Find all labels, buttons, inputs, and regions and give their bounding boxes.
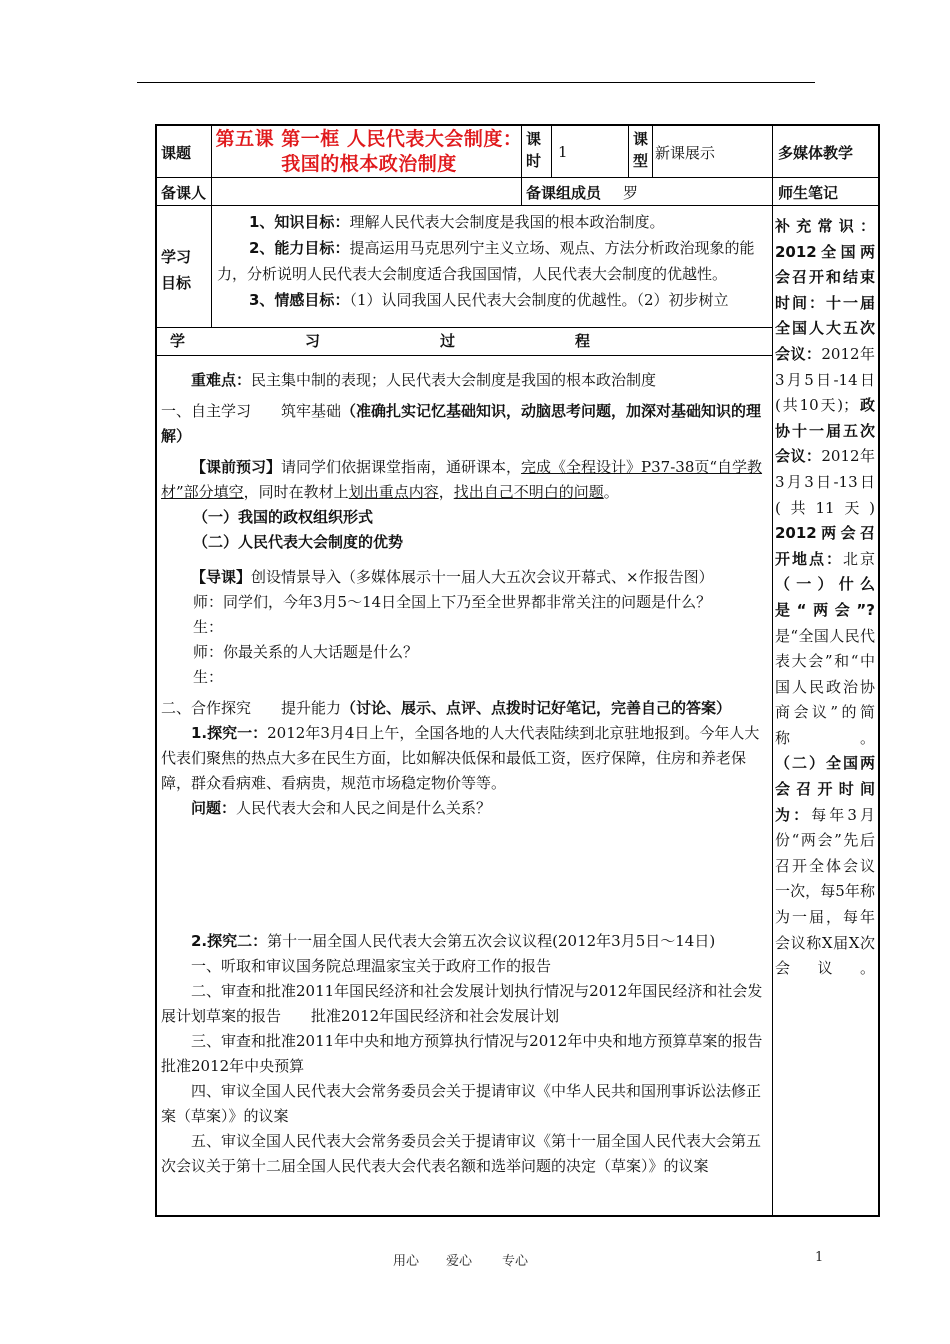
- col-divider: [772, 124, 773, 1217]
- lesson-body: 重难点：民主集中制的表现；人民代表大会制度是我国的根本政治制度 一、自主学习 筑牢基础（准确扎实记忆基础知识，动脑思考问题，加深对基础知识的理解） 【课前预习】请同学们依据课堂指南，通研课本，完成《全程设计》P37-38页“自学教材”部分填空，同时在教材上划出重点内容，找出自己不明白的问题。 （一）我国的政权组织形式 （二）人民代表大会制度的优势 【导课】创设情景导入（多媒体展示十一届人大五次会议开幕式、×作报告图） 师：同学们，今年3月5～14日全国上下乃至全世界都非常关注的问题是什么？ 生： 师：你最关系的人大话题是什么？ 生： 二、合作探究 提升能力（讨论、展示、点评、点拨时记好笔记，完善自己的答案） 1.探究一：2012年3月4日上午，全国各地的人大代表陆续到北京驻地报到。今年人大代表们聚焦的热点大多在民生方面，比如解决低保和最低工资，医疗保障，住房和养老保障，群众看病难、看病贵，规范市场稳定物价等等。 问题：人民代表大会和人民之间是什么关系？ 2.探究二：第十一届全国人民代表大会第五次会议议程(2012年3月5日～14日) 一、听取和审议国务院总理温家宝关于政府工作的报告 二、审查和批准2011年国民经济和社会发展计划执行情况与2012年国民经济和社会发展计划草案的报告 批准2012年国民经济和社会发展计划 三、审查和批准2011年中央和地方预算执行情况与2012年中央和地方预算草案的报告 批准2012年中央预算 四、审议全国人民代表大会常务委员会关于提请审议《中华人民共和国刑事诉讼法修正案（草案）》的议案 五、审议全国人民代表大会常务委员会关于提请审议《第十一届全国人民代表大会第五次会议关于第十二届全国人民代表大会代表名额和选举问题的决定（草案）》的议案: [161, 371, 793, 1175]
- row-divider: [155, 355, 772, 356]
- label-type: 课型: [633, 130, 649, 170]
- type-value: 新课展示: [655, 144, 716, 162]
- label-topic: 课题: [161, 144, 192, 162]
- label-notes: 师生笔记: [778, 184, 839, 202]
- hours-value: 1: [558, 143, 568, 161]
- label-goals: 学习目标: [161, 248, 192, 292]
- label-hours: 课时: [526, 130, 542, 170]
- group-member: 罗: [623, 184, 639, 202]
- lesson-title: 第五课 第一框 人民代表大会制度：我国的根本政治制度: [215, 128, 523, 175]
- goal-item: 2、能力目标：提高运用马克思列宁主义立场、观点、方法分析政治现象的能力，分析说明人民代表大会制度适合我国国情，人民代表大会制度的优越性。: [217, 239, 755, 283]
- row-divider: [155, 327, 772, 328]
- col-divider: [652, 124, 653, 177]
- page-number: 1: [815, 1250, 824, 1265]
- header-rule: [137, 82, 815, 83]
- label-preparer: 备课人: [161, 184, 207, 202]
- notes-column: 补充常识：2012全国两会召开和结束时间：十一届全国人大五次会议：2012年3月5日-14日(共10天)；政协十一届五次会议：2012年3月3日-13日(共11天) 2012两会召开地点：北京 （一）什么是“两会”?是“全国人民代表大会”和“中国人民政治协商会议”的简称。 （二）全国两会召开时间为：每年3月份“两会”先后召开全体会议一次，每5年称为一届，每年会议称X届X次会议。: [775, 217, 875, 978]
- label-group: 备课组成员: [526, 184, 602, 202]
- media-value: 多媒体教学: [778, 144, 854, 162]
- col-divider: [551, 124, 552, 177]
- footer-word: 用心: [393, 1254, 420, 1269]
- col-divider: [211, 124, 212, 327]
- process-heading: 学 习 过 程: [170, 332, 590, 350]
- footer-word: 爱心: [446, 1254, 473, 1269]
- col-divider: [628, 124, 629, 177]
- learning-goals: [217, 209, 769, 327]
- footer-word: 专心: [502, 1254, 529, 1269]
- goal-item: 3、情感目标：（1）认同我国人民代表大会制度的优越性。（2）初步树立: [249, 291, 729, 309]
- goal-item: 1、知识目标：理解人民代表大会制度是我国的根本政治制度。: [249, 213, 665, 231]
